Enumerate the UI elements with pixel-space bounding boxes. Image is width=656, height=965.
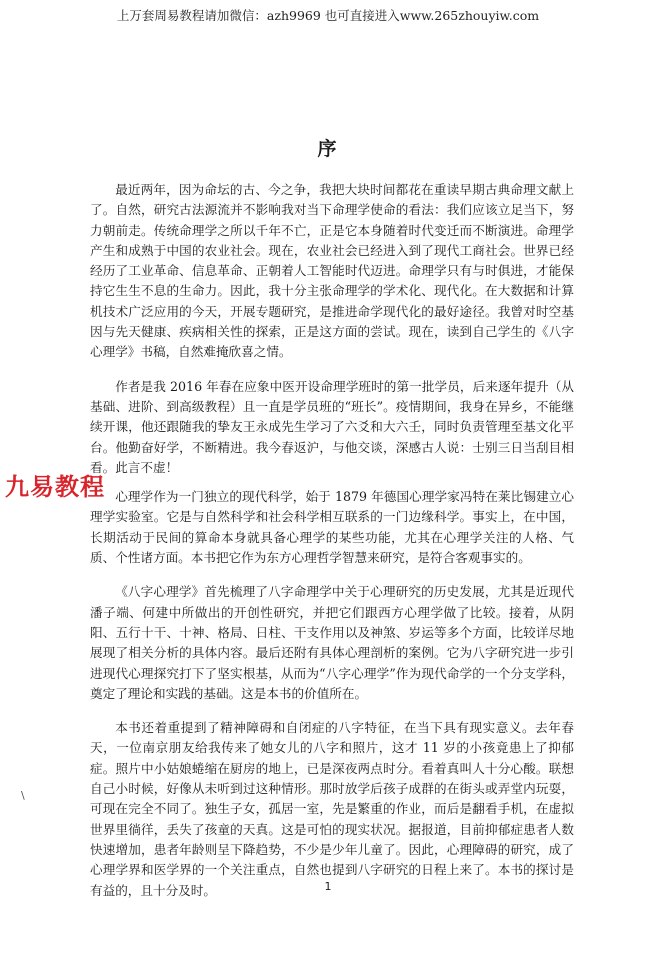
paragraph-3: 心理学作为一门独立的现代科学，始于 1879 年德国心理学家冯特在莱比锡建立心理学实验室。它是与自然科学和社会科学相互联系的一门边缘科学。事实上，在中国，长期活动于民间的算命本身就具备心理学的某些功能，尤其在心理学关注的人格、气质、个性诸方面。本书把它作为东方心理哲学智慧来研究，是符合客观事实的。 — [90, 489, 574, 566]
paragraph-4: 《八字心理学》首先梳理了八字命理学中关于心理研究的历史发展，尤其是近现代潘子端、何建中所做出的开创性研究，并把它们跟西方心理学做了比较。接着，从阴阳、五行十干、十神、格局、日柱、干支作用以及神煞、岁运等多个方面，比较详尽地展现了相关分析的具体内容。最后还附有具体心理剖析的案例。它为八字研究进一步引进现代心理探究打下了坚实根基，从而为“八字心理学”作为现代命学的一个分支学科，奠定了理论和实践的基础。这是本书的价值所在。 — [90, 584, 574, 701]
margin-mark: \ — [21, 789, 25, 802]
page-number: 1 — [324, 880, 332, 893]
body-text — [90, 180, 574, 915]
paragraph-5: 本书还着重提到了精神障碍和自闭症的八字特征，在当下具有现实意义。去年春天，一位南京朋友给我传来了她女儿的八字和照片，这才 11 岁的小孩竟患上了抑郁症。照片中小姑娘蜷缩在厨房的地上，已是深夜两点时分。看着真叫人十分心酸。联想自己小时候，好像从未听到过这种情形。那时放学后孩子成群的在街头或弄堂内玩耍，可现在完全不同了。独生子女，孤居一室，先是繁重的作业，而后是翻看手机，在虚拟世界里徜徉，丢失了孩童的天真。这是可怕的现实状况。据报道，目前抑郁症患者人数快速增加，患者年龄则呈下降趋势，不少是少年儿童了。因此，心理障碍的研究，成了心理学界和医学界的一个关注重点，自然也提到八字研究的日程上来了。本书的探讨是有益的，且十分及时。 — [90, 720, 574, 898]
page-header: 上万套周易教程请加微信：azh9969 也可直接进入www.265zhouyiw.com — [116, 8, 540, 23]
paragraph-1: 最近两年，因为命坛的古、今之争，我把大块时间都花在重读早期古典命理文献上了。自然，研究古法源流并不影响我对当下命理学使命的看法：我们应该立足当下，努力朝前走。传统命理学之所以千年不亡，正是它本身随着时代变迁而不断演进。命理学产生和成熟于中国的农业社会。现在，农业社会已经进入到了现代工商社会。世界已经经历了工业革命、信息革命、正朝着人工智能时代迈进。命理学只有与时俱进，才能保持它生生不息的生命力。因此，我十分主张命理学的学术化、现代化。在大数据和计算机技术广泛应用的今天，开展专题研究，是推进命学现代化的最好途径。我曾对时空基因与先天健康、疾病相关性的探索，正是这方面的尝试。现在，读到自己学生的《八字心理学》书稿，自然难掩欣喜之情。 — [90, 182, 574, 360]
page-title: 序 — [317, 138, 339, 160]
watermark-logo: 九易教程 — [5, 473, 105, 501]
paragraph-2: 作者是我 2016 年春在应象中医开设命理学班时的第一批学员，后来逐年提升（从基础、进阶、到高级教程）且一直是学员班的“班长”。疫情期间，我身在异乡，不能继续开课，他还跟随我的挚友王永成先生学习了六爻和大六壬，同时负责管理至基文化平台。他勤奋好学，不断精进。我今春返沪，与他交谈，深感古人说：士别三日当刮目相看。此言不虚！ — [90, 378, 574, 475]
